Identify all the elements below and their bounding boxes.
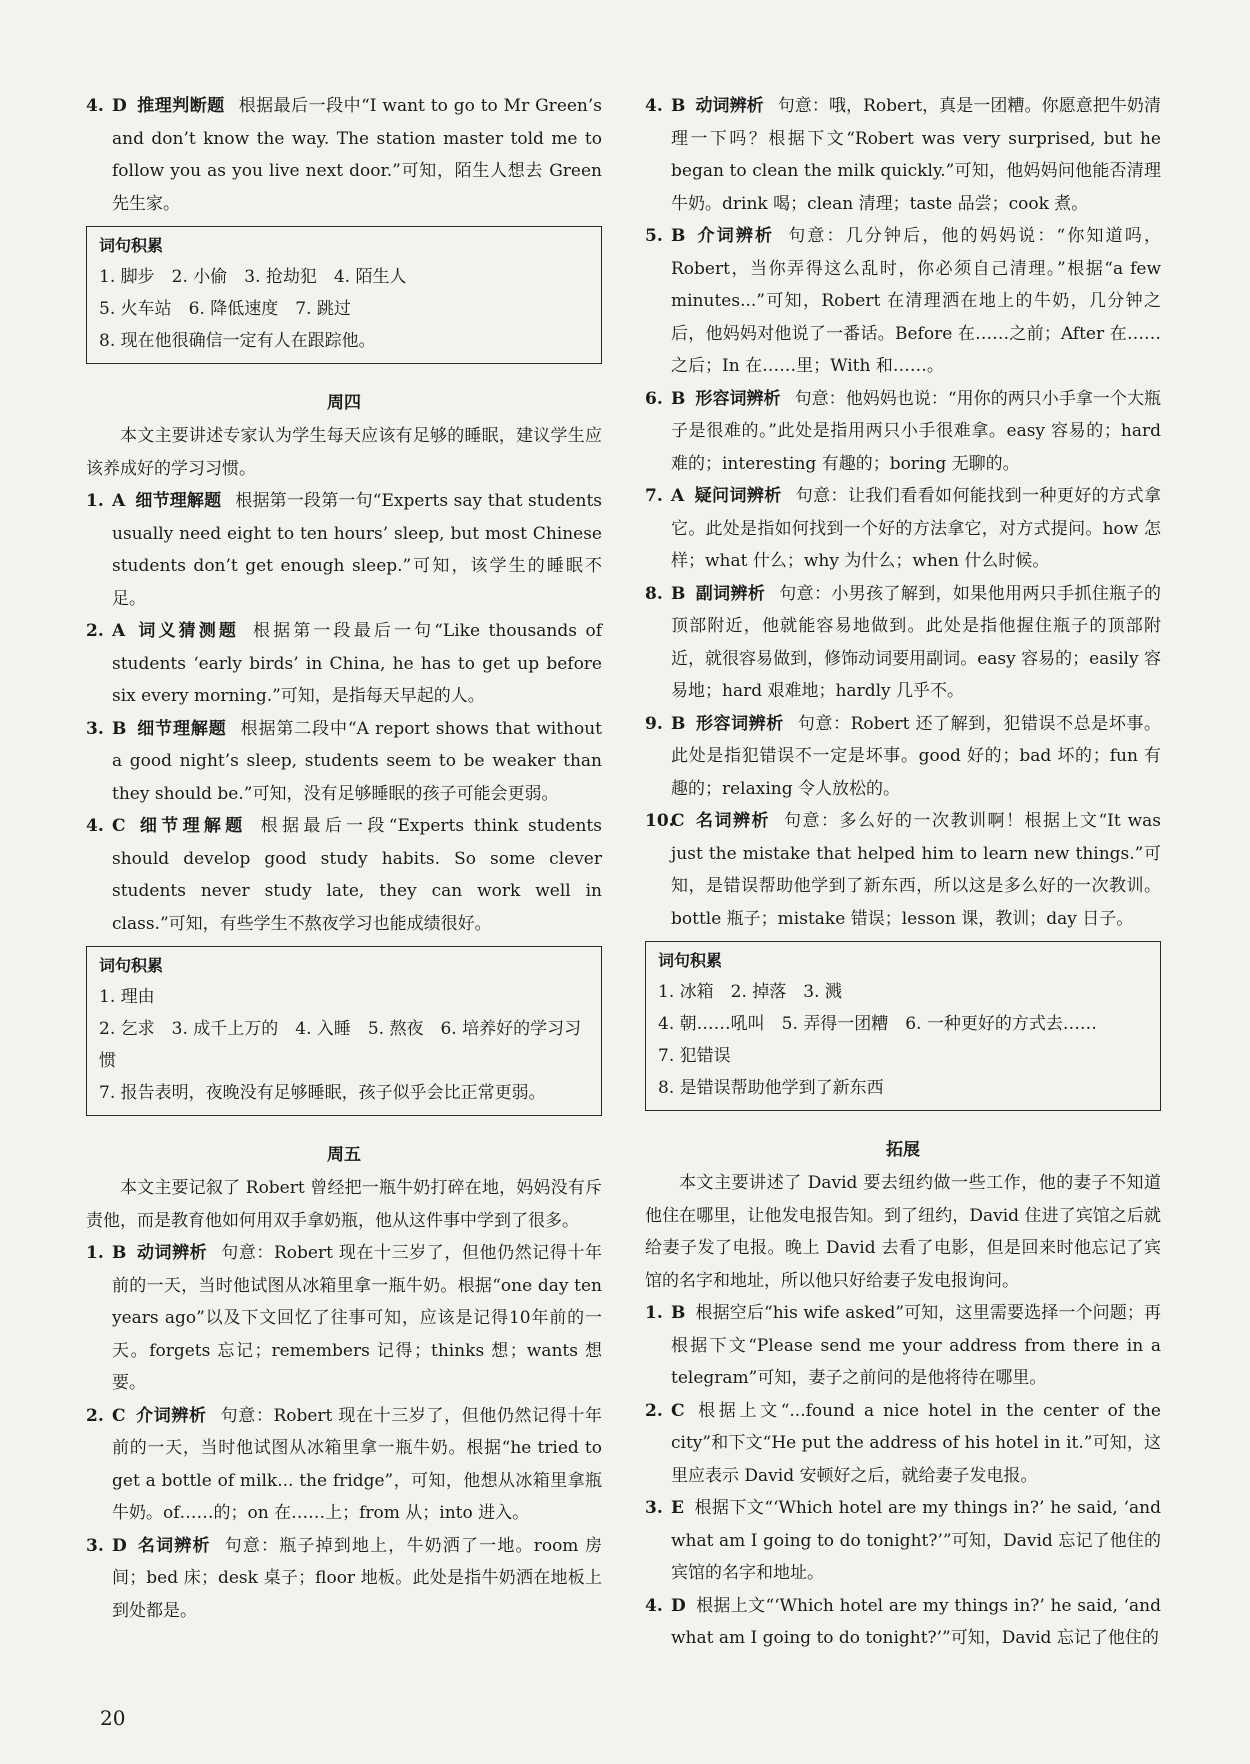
section-title-friday: 周五 <box>327 1145 361 1165</box>
vocab-line: 8. 现在他很确信一定有人在跟踪他。 <box>99 331 376 351</box>
question-number: 3. <box>645 1498 663 1518</box>
answer-item <box>645 578 1161 708</box>
explanation: 句意：瓶子掉到地上，牛奶洒了一地。room 房间；bed 床；desk 桌子；floor 地板。此处是指牛奶洒在地板上到处都是。 <box>112 1535 603 1621</box>
answer-letter: B <box>112 718 127 739</box>
question-type: 介词辨析 <box>695 226 775 246</box>
answer-letter: D <box>671 1595 686 1616</box>
question-number: 4. <box>86 816 104 836</box>
question-number: 2. <box>86 1405 104 1426</box>
explanation: 句意：让我们看看如何能找到一种更好的方式拿它。此处是指如何找到一个好的方法拿它，对方式提问。how 怎样；what 什么；why 为什么；when 什么时候。 <box>671 486 1162 571</box>
question-type: 细节理解题 <box>136 718 227 739</box>
vocab-box <box>645 941 1161 1111</box>
answer-letter: C <box>671 811 685 831</box>
question-type: 动词辨析 <box>136 1243 208 1263</box>
question-type: 词义猜测题 <box>135 621 240 641</box>
answer-letter: B <box>671 226 686 246</box>
explanation: 根据最后一段中“I want to go to Mr Green’s and don’t know the way. The station master told me to follow you as you live next door.”可知，陌生人想去 Green 先生家。 <box>112 96 603 214</box>
answer-item <box>645 708 1161 806</box>
answer-letter: B <box>671 583 686 604</box>
page-number: 20 <box>100 1706 126 1730</box>
answer-item <box>645 1590 1161 1655</box>
vocab-line: 1. 冰箱 2. 掉落 3. 溅 <box>658 982 842 1002</box>
vocab-line: 4. 朝……吼叫 5. 弄得一团糟 6. 一种更好的方式去…… <box>658 1014 1097 1034</box>
answer-letter: B <box>112 1243 127 1263</box>
answer-letter: B <box>671 96 686 116</box>
question-number: 1. <box>645 1303 663 1323</box>
question-number: 3. <box>86 1535 104 1556</box>
answer-letter: A <box>112 621 126 641</box>
vocab-box <box>86 946 602 1116</box>
question-type: 疑问词辨析 <box>694 486 782 506</box>
answer-letter: A <box>671 486 685 506</box>
answer-item <box>645 1492 1161 1590</box>
explanation: 根据最后一段“Experts think students should develop good study habits. So some clever students never study late, they can work well in class.”可知，有些学生不熬夜学习也能成绩很好。 <box>112 816 602 934</box>
section-title-extension: 拓展 <box>886 1140 920 1160</box>
vocab-line: 8. 是错误帮助他学到了新东西 <box>658 1078 884 1098</box>
vocab-line: 1. 理由 <box>99 987 155 1007</box>
answer-item <box>645 805 1161 935</box>
explanation: 句意：Robert 还了解到，犯错误不总是坏事。此处是指犯错误不一定是坏事。good 好的；bad 坏的；fun 有趣的；relaxing 令人放松的。 <box>671 713 1161 799</box>
vocab-box <box>86 226 602 364</box>
question-number: 3. <box>86 718 104 739</box>
explanation: 句意：哦，Robert，真是一团糟。你愿意把牛奶清理一下吗？根据下文“Robert was very surprised, but he began to clean the milk quickly.”可知，他妈妈问他能否清理牛奶。drink 喝；clean 清理；taste 品尝；cook 煮。 <box>671 96 1162 214</box>
explanation: 根据第一段最后一句“Like thousands of students ‘early birds’ in China, he has to get up before six every morning.”可知，是指每天早起的人。 <box>112 621 602 706</box>
answer-item <box>86 713 602 811</box>
answer-letter: C <box>112 816 126 836</box>
question-number: 10. <box>645 811 675 831</box>
answer-item <box>645 220 1161 383</box>
question-number: 4. <box>645 96 663 116</box>
question-number: 1. <box>86 1243 104 1263</box>
answer-item <box>86 615 602 713</box>
vocab-line: 7. 报告表明，夜晚没有足够睡眠，孩子似乎会比正常更弱。 <box>99 1083 546 1103</box>
question-type: 细节理解题 <box>135 491 222 511</box>
question-type: 细节理解题 <box>135 816 247 836</box>
answer-item <box>86 1237 602 1400</box>
question-number: 5. <box>645 226 663 246</box>
explanation: 根据下文“‘Which hotel are my things in?’ he said, ‘and what am I going to do tonight?’”可知，David 忘记了他住的宾馆的名字和地址。 <box>671 1498 1161 1583</box>
question-type: 动词辨析 <box>695 96 764 116</box>
section-title-thursday: 周四 <box>327 393 361 413</box>
question-number: 7. <box>645 486 663 506</box>
answer-item <box>86 810 602 940</box>
right-column <box>645 90 1161 1655</box>
vocab-box-title: 词句积累 <box>99 236 164 255</box>
question-type: 名词辨析 <box>694 811 771 831</box>
explanation: 句意：小男孩了解到，如果他用两只手抓住瓶子的顶部附近，他就能容易地做到。此处是指他握住瓶子的顶部附近，就很容易做到，修饰动词要用副词。easy 容易的；easily 容易地；hard 艰难地；hardly 几乎不。 <box>671 583 1162 701</box>
section-summary: 本文主要记叙了 Robert 曾经把一瓶牛奶打碎在地，妈妈没有斥责他，而是教育他如何用双手拿奶瓶，他从这件事中学到了很多。 <box>86 1178 602 1231</box>
vocab-line: 7. 犯错误 <box>658 1046 731 1066</box>
answer-letter: B <box>671 713 686 734</box>
answer-letter: B <box>671 1303 686 1323</box>
explanation: 句意：Robert 现在十三岁了，但他仍然记得十年前的一天，当时他试图从冰箱里拿一瓶牛奶。根据“one day ten years ago”以及下文回忆了往事可知，应该是记得10年前的一天。forgets 忘记；remembers 记得；thinks 想；wants 想要。 <box>112 1243 602 1393</box>
section-summary: 本文主要讲述了 David 要去纽约做一些工作，他的妻子不知道他住在哪里，让他发电报告知。到了纽约，David 住进了宾馆之后就给妻子发了电报。晚上 David 去看了电影，但是回来时他忘记了宾馆的名字和地址，所以他只好给妻子发电报询问。 <box>645 1173 1161 1291</box>
question-number: 6. <box>645 388 663 409</box>
vocab-box-title: 词句积累 <box>658 951 723 970</box>
answer-letter: D <box>112 1535 127 1556</box>
question-type: 介词辨析 <box>135 1405 207 1426</box>
answer-item <box>645 480 1161 578</box>
answer-item <box>645 383 1161 481</box>
answer-letter: A <box>112 491 126 511</box>
answer-item <box>645 90 1161 220</box>
question-type: 形容词辨析 <box>695 713 784 734</box>
vocab-line: 1. 脚步 2. 小偷 3. 抢劫犯 4. 陌生人 <box>99 267 407 287</box>
question-number: 4. <box>86 96 104 116</box>
question-number: 9. <box>645 713 663 734</box>
explanation: 句意：他妈妈也说：“用你的两只小手拿一个大瓶子是很难的。”此处是指用两只小手很难拿。easy 容易的；hard 难的；interesting 有趣的；boring 无聊的。 <box>671 388 1162 474</box>
question-number: 2. <box>86 621 104 641</box>
question-number: 2. <box>645 1400 663 1421</box>
answer-letter: C <box>671 1400 685 1421</box>
explanation: 根据上文“...found a nice hotel in the center of the city”和下文“He put the address of his hotel in it.”可知，这里应表示 David 安顿好之后，就给妻子发电报。 <box>671 1400 1161 1486</box>
explanation: 根据第二段中“A report shows that without a good night’s sleep, students seem to be weaker than they should be.”可知，没有足够睡眠的孩子可能会更弱。 <box>112 718 603 804</box>
section-summary: 本文主要讲述专家认为学生每天应该有足够的睡眠，建议学生应该养成好的学习习惯。 <box>86 426 602 479</box>
explanation: 根据第一段第一句“Experts say that students usually need eight to ten hours’ sleep, but most Chinese students don’t get enough sleep.”可知，该学生的睡眠不足。 <box>112 491 603 609</box>
answer-letter: B <box>671 388 686 409</box>
vocab-box-title: 词句积累 <box>99 956 164 975</box>
answer-item <box>86 90 602 220</box>
question-number: 8. <box>645 583 663 604</box>
vocab-line: 5. 火车站 6. 降低速度 7. 跳过 <box>99 299 351 319</box>
answer-item <box>86 1530 602 1628</box>
explanation: 句意：几分钟后，他的妈妈说：“你知道吗，Robert，当你弄得这么乱时，你必须自己清理。”根据“a few minutes...”可知，Robert 在清理洒在地上的牛奶，几分钟之后，他妈妈对他说了一番话。Before 在……之前；After 在……之后；In 在……里；With 和……。 <box>671 226 1161 376</box>
answer-letter: C <box>112 1405 126 1426</box>
answer-item <box>86 1400 602 1530</box>
explanation: 根据空后“his wife asked”可知，这里需要选择一个问题；再根据下文“Please send me your address from there in a telegram”可知，妻子之前问的是他将待在哪里。 <box>671 1303 1161 1388</box>
question-number: 4. <box>645 1595 663 1616</box>
question-type: 形容词辨析 <box>695 388 781 409</box>
left-column <box>86 90 602 1627</box>
vocab-line: 2. 乞求 3. 成千上万的 4. 入睡 5. 熬夜 6. 培养好的学习习惯 <box>99 1019 582 1071</box>
explanation: 句意：多么好的一次教训啊！根据上文“It was just the mistake that helped him to learn new things.”可知，是错误帮助他学到了新东西，所以这是多么好的一次教训。bottle 瓶子；mistake 错误；lesson 课，教训；day 日子。 <box>671 811 1161 929</box>
question-number: 1. <box>86 491 104 511</box>
question-type: 副词辨析 <box>695 583 766 604</box>
answer-item <box>645 1297 1161 1395</box>
answer-item <box>645 1395 1161 1493</box>
explanation: 句意：Robert 现在十三岁了，但他仍然记得十年前的一天，当时他试图从冰箱里拿一瓶牛奶。根据“he tried to get a bottle of milk... the fridge”，可知，他想从冰箱里拿瓶牛奶。of……的；on 在……上；from 从；into 进入。 <box>112 1405 603 1523</box>
answer-letter: D <box>112 96 127 116</box>
question-type: 名词辨析 <box>136 1535 211 1556</box>
explanation: 根据上文“‘Which hotel are my things in?’ he said, ‘and what am I going to do tonight?’”可知，David 忘记了他住的 <box>671 1595 1161 1648</box>
question-type: 推理判断题 <box>136 96 225 116</box>
answer-letter: E <box>671 1498 684 1518</box>
answer-item <box>86 485 602 615</box>
